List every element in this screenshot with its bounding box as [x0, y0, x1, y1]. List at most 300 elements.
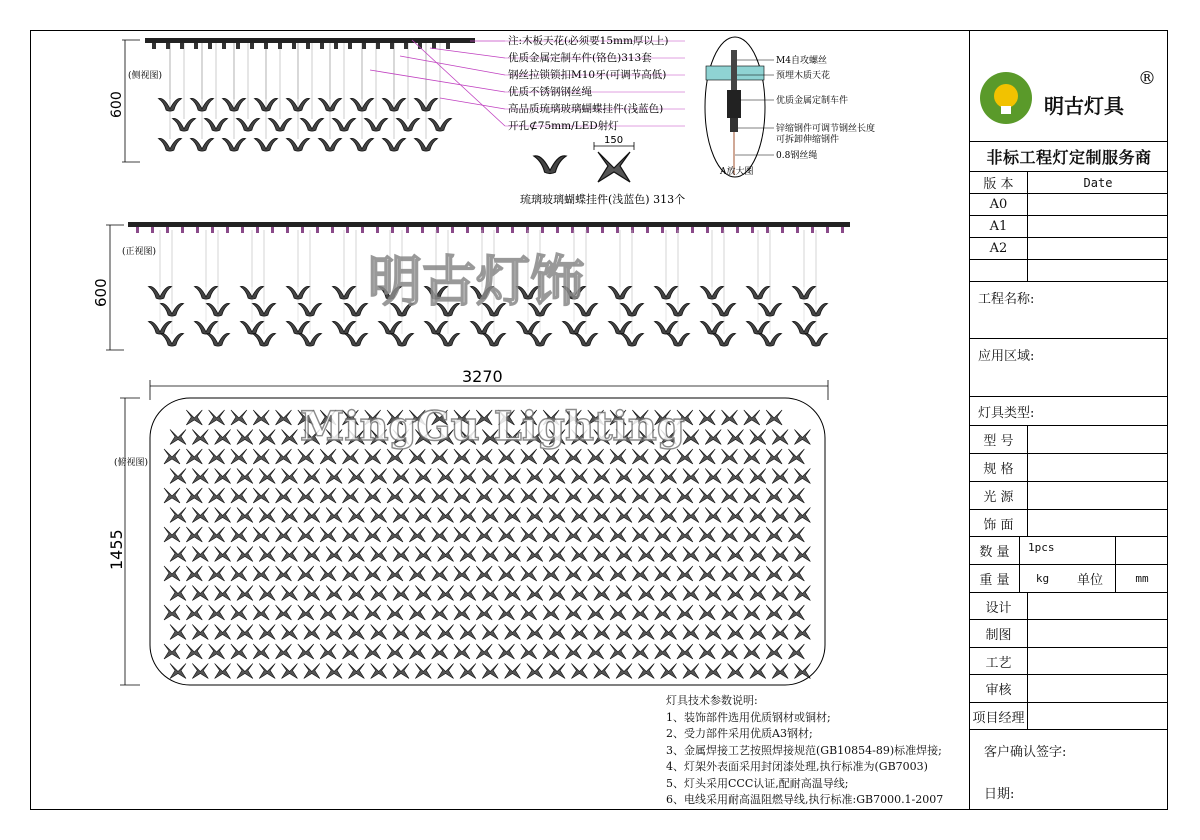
front-ceiling-plate: [128, 222, 850, 227]
finish-label: 饰 面: [970, 510, 1028, 536]
butterfly-top: [476, 644, 492, 659]
butterfly-top: [722, 449, 738, 464]
butterfly-top: [521, 527, 537, 542]
butterfly-pendant: [436, 333, 459, 346]
butterfly-top: [326, 664, 342, 679]
callout-wire: 优质不锈钢钢丝绳: [508, 86, 592, 98]
light-source-row: [970, 482, 1168, 510]
area-row: [970, 339, 1168, 397]
butterfly-top: [231, 410, 247, 425]
butterfly-top: [387, 605, 403, 620]
front-view-label: (正视图): [122, 247, 157, 257]
butterfly-top: [794, 508, 810, 523]
butterfly-top: [215, 430, 231, 445]
butterfly-top: [282, 547, 298, 562]
butterfly-top: [549, 664, 565, 679]
butterfly-top: [632, 566, 648, 581]
weight-label: 重 量: [970, 565, 1020, 592]
butterfly-top: [610, 644, 626, 659]
butterfly-top: [276, 644, 292, 659]
butterfly-top: [638, 586, 654, 601]
butterfly-top: [549, 586, 565, 601]
butterfly-top: [186, 410, 202, 425]
butterfly-top: [276, 566, 292, 581]
butterfly-top: [438, 664, 454, 679]
notes-title: 灯具技术参数说明:: [666, 694, 758, 707]
review-label: 审核: [970, 675, 1028, 702]
butterfly-top: [505, 469, 521, 484]
butterfly-top: [543, 566, 559, 581]
title-block: [969, 30, 1168, 810]
butterfly-top: [432, 566, 448, 581]
butterfly-top: [632, 488, 648, 503]
butterfly-top: [253, 605, 269, 620]
butterfly-pendant: [286, 321, 309, 334]
butterfly-top: [409, 488, 425, 503]
butterfly-top: [588, 488, 604, 503]
lamp-type-label: 灯具类型:: [978, 405, 1035, 421]
butterfly-top: [744, 566, 760, 581]
butterfly-top: [365, 644, 381, 659]
callout-hole: 开孔⊄75mm/LED射灯: [508, 120, 619, 132]
butterfly-top: [348, 586, 364, 601]
top-butterflies: [164, 410, 810, 679]
butterfly-top: [750, 430, 766, 445]
butterfly-top: [594, 625, 610, 640]
butterfly-top: [549, 547, 565, 562]
butterfly-top: [543, 644, 559, 659]
butterfly-pendant: [268, 118, 291, 131]
butterfly-top: [482, 469, 498, 484]
butterfly-pendant: [364, 118, 387, 131]
butterfly-top: [728, 664, 744, 679]
butterfly-top: [699, 527, 715, 542]
sign-row: [970, 730, 1168, 810]
butterfly-top: [616, 469, 632, 484]
butterfly-top: [387, 527, 403, 542]
butterfly-top: [454, 527, 470, 542]
butterfly-sample: [520, 135, 685, 206]
butterfly-pendant: [608, 321, 631, 334]
butterfly-top: [788, 527, 804, 542]
butterfly-top: [209, 566, 225, 581]
butterfly-top: [170, 664, 186, 679]
design-row: [970, 593, 1168, 620]
watermark-cn: 明古灯饰: [368, 250, 584, 313]
butterfly-top: [655, 488, 671, 503]
butterfly-top: [794, 586, 810, 601]
butterfly-top: [571, 586, 587, 601]
butterfly-top: [438, 469, 454, 484]
butterfly-top: [192, 547, 208, 562]
butterfly-top: [320, 488, 336, 503]
butterfly-top: [282, 586, 298, 601]
butterfly-top: [750, 469, 766, 484]
butterfly-pendant: [516, 321, 539, 334]
butterfly-top: [772, 586, 788, 601]
spec-row: [970, 454, 1168, 482]
butterfly-top: [588, 449, 604, 464]
butterfly-pendant: [758, 333, 781, 346]
butterfly-top: [371, 469, 387, 484]
butterfly-top: [683, 664, 699, 679]
butterfly-top: [454, 566, 470, 581]
butterfly-top: [460, 664, 476, 679]
butterfly-top: [788, 449, 804, 464]
butterfly-top: [705, 469, 721, 484]
butterfly-top: [788, 566, 804, 581]
butterfly-top: [521, 605, 537, 620]
butterfly-top: [772, 508, 788, 523]
butterfly-top: [348, 547, 364, 562]
butterfly-top: [460, 547, 476, 562]
butterfly-top: [253, 488, 269, 503]
butterfly-top: [527, 508, 543, 523]
butterfly-pendant: [712, 333, 735, 346]
butterfly-top: [766, 605, 782, 620]
butterfly-pendant: [350, 138, 373, 151]
butterfly-top: [594, 664, 610, 679]
butterfly-top: [365, 527, 381, 542]
butterfly-top: [432, 605, 448, 620]
callout-leader: [440, 98, 505, 109]
registered-mark: ®: [1138, 68, 1156, 89]
butterfly-pendant: [160, 333, 183, 346]
review-row: [970, 675, 1168, 703]
butterfly-top: [209, 644, 225, 659]
callout-leader: [400, 56, 505, 75]
butterfly-top: [788, 644, 804, 659]
detail-label: A放大图: [720, 167, 754, 177]
butterfly-top: [438, 547, 454, 562]
butterfly-top: [699, 605, 715, 620]
butterfly-top: [438, 625, 454, 640]
butterfly-top: [304, 625, 320, 640]
note-item: 3、金属焊接工艺按照焊接规范(GB10854-89)标准焊接;: [666, 743, 942, 757]
butterfly-top: [794, 625, 810, 640]
butterfly-top: [476, 527, 492, 542]
butterfly-top: [794, 469, 810, 484]
process-row: [970, 648, 1168, 675]
butterfly-top: [683, 508, 699, 523]
butterfly-top: [342, 449, 358, 464]
light-source-label: 光 源: [970, 482, 1028, 509]
butterfly-pendant: [792, 321, 815, 334]
butterfly-top: [728, 469, 744, 484]
butterfly-top: [744, 605, 760, 620]
butterfly-top: [170, 469, 186, 484]
butterfly-top: [365, 566, 381, 581]
butterfly-top: [164, 566, 180, 581]
butterfly-top: [304, 547, 320, 562]
butterfly-top: [571, 469, 587, 484]
callout-butterfly: 高品质琉璃玻璃蝴蝶挂件(浅蓝色): [508, 103, 664, 115]
butterfly-top: [282, 508, 298, 523]
butterfly-top: [454, 449, 470, 464]
butterfly-top: [594, 547, 610, 562]
butterfly-top: [543, 449, 559, 464]
butterfly-top: [594, 508, 610, 523]
butterfly-pendant: [424, 321, 447, 334]
butterfly-top: [661, 586, 677, 601]
butterfly-top: [505, 547, 521, 562]
butterfly-top: [794, 664, 810, 679]
butterfly-top: [571, 508, 587, 523]
version-label: 版 本: [970, 172, 1028, 193]
butterfly-top: [499, 644, 515, 659]
detail-a: [705, 37, 875, 177]
quantity-label: 数 量: [970, 537, 1020, 564]
butterfly-top: [705, 547, 721, 562]
butterfly-top: [610, 488, 626, 503]
butterfly-top: [505, 664, 521, 679]
butterfly-top: [259, 586, 275, 601]
butterfly-top: [772, 430, 788, 445]
butterfly-pendant: [666, 333, 689, 346]
butterfly-pendant: [390, 333, 413, 346]
butterfly-top: [276, 488, 292, 503]
butterfly-top: [454, 605, 470, 620]
version-header-row: [970, 172, 1168, 194]
note-item: 4、灯架外表面采用封闭漆处理,执行标准为(GB7003): [666, 760, 928, 773]
butterfly-top: [237, 430, 253, 445]
butterfly-top: [186, 644, 202, 659]
butterfly-top: [661, 508, 677, 523]
version-row: [970, 194, 1168, 216]
butterfly-top: [192, 430, 208, 445]
butterfly-top: [192, 586, 208, 601]
side-butterflies: [158, 98, 451, 151]
butterfly-top: [632, 527, 648, 542]
butterfly-top: [298, 566, 314, 581]
butterfly-top: [571, 625, 587, 640]
unit-value: mm: [1135, 572, 1149, 585]
detail-adjust: 锌缩钢件可调节钢丝长度: [776, 124, 876, 134]
butterfly-top: [186, 566, 202, 581]
butterfly-top: [282, 469, 298, 484]
butterfly-top: [192, 508, 208, 523]
butterfly-top: [588, 566, 604, 581]
butterfly-top: [744, 644, 760, 659]
butterfly-top: [365, 488, 381, 503]
butterfly-top: [616, 508, 632, 523]
project-name-label: 工程名称:: [978, 292, 1035, 307]
butterfly-top: [259, 508, 275, 523]
butterfly-pendant: [700, 321, 723, 334]
butterfly-pendant: [300, 118, 323, 131]
butterfly-top: [432, 488, 448, 503]
butterfly-top: [565, 449, 581, 464]
butterfly-top: [744, 527, 760, 542]
butterfly-top: [298, 605, 314, 620]
callout-lock: 钢丝拉锁锁扣M10牙(可调节高低): [508, 69, 667, 81]
butterfly-top: [231, 527, 247, 542]
butterfly-top: [415, 469, 431, 484]
butterfly-top: [661, 625, 677, 640]
butterfly-top: [610, 449, 626, 464]
butterfly-top: [750, 664, 766, 679]
butterfly-top: [409, 566, 425, 581]
butterfly-top: [610, 566, 626, 581]
pm-row: [970, 703, 1168, 730]
butterfly-top: [521, 566, 537, 581]
version-row: [970, 260, 1168, 282]
butterfly-top: [387, 449, 403, 464]
butterfly-top: [454, 644, 470, 659]
version-a0: A0: [970, 194, 1028, 215]
butterfly-pendant: [206, 333, 229, 346]
butterfly-top: [610, 605, 626, 620]
butterfly-top: [253, 644, 269, 659]
butterfly-top: [699, 449, 715, 464]
butterfly-top: [409, 644, 425, 659]
butterfly-top: [594, 469, 610, 484]
butterfly-pendant: [470, 321, 493, 334]
butterfly-pendant: [190, 138, 213, 151]
top-view-label: (俯视图): [114, 458, 149, 468]
butterfly-top: [565, 566, 581, 581]
butterfly-top: [728, 430, 744, 445]
butterfly-top: [677, 605, 693, 620]
butterfly-top: [371, 508, 387, 523]
butterfly-pendant: [332, 321, 355, 334]
butterfly-top: [170, 547, 186, 562]
bulb-logo-icon: [978, 70, 1034, 126]
callout-metal-part: 优质金属定制车件(铬色)313套: [508, 52, 652, 64]
butterfly-top: [699, 488, 715, 503]
butterfly-top: [722, 410, 738, 425]
project-name-row: [970, 282, 1168, 339]
butterfly-pendant: [332, 118, 355, 131]
butterfly-side-icon: [534, 156, 566, 174]
logo-row: [970, 30, 1168, 142]
butterfly-top: [588, 644, 604, 659]
butterfly-top: [638, 625, 654, 640]
butterfly-top: [393, 664, 409, 679]
butterfly-top: [766, 410, 782, 425]
butterfly-top: [788, 488, 804, 503]
butterfly-top: [164, 644, 180, 659]
butterfly-top: [415, 586, 431, 601]
butterfly-top: [231, 488, 247, 503]
length-dim: 3270: [462, 367, 503, 386]
butterfly-top: [415, 508, 431, 523]
butterfly-top: [371, 547, 387, 562]
butterfly-pendant: [194, 321, 217, 334]
butterfly-pendant: [240, 321, 263, 334]
butterfly-top: [237, 664, 253, 679]
butterfly-top: [326, 508, 342, 523]
butterfly-top: [409, 527, 425, 542]
butterfly-top: [638, 664, 654, 679]
butterfly-top: [460, 625, 476, 640]
butterfly-top: [164, 527, 180, 542]
butterfly-top: [326, 469, 342, 484]
lamp-type-row: [970, 397, 1168, 426]
butterfly-top: [215, 508, 231, 523]
butterfly-top: [499, 449, 515, 464]
butterfly-top: [253, 449, 269, 464]
butterfly-top: [499, 527, 515, 542]
callout-leader: [430, 48, 505, 58]
butterfly-top: [788, 605, 804, 620]
side-view-label: (侧视图): [128, 71, 163, 81]
butterfly-top: [432, 449, 448, 464]
butterfly-top: [215, 586, 231, 601]
butterfly-top: [661, 469, 677, 484]
butterfly-pendant: [804, 333, 827, 346]
butterfly-pendant: [148, 321, 171, 334]
butterfly-top: [705, 430, 721, 445]
butterfly-top: [326, 586, 342, 601]
butterfly-top: [164, 605, 180, 620]
butterfly-pendant: [482, 333, 505, 346]
butterfly-top: [683, 625, 699, 640]
butterfly-top: [699, 410, 715, 425]
butterfly-top: [342, 527, 358, 542]
butterfly-top: [326, 547, 342, 562]
brand-name: 明古灯具: [1044, 94, 1124, 118]
butterfly-top: [348, 625, 364, 640]
area-label: 应用区域:: [978, 349, 1035, 364]
butterfly-top: [616, 586, 632, 601]
butterfly-top: [683, 430, 699, 445]
butterfly-top: [253, 527, 269, 542]
callout-leader: [370, 70, 505, 92]
butterfly-top: [571, 547, 587, 562]
weight-row: [970, 565, 1168, 593]
butterfly-top: [304, 508, 320, 523]
butterfly-top: [744, 410, 760, 425]
butterfly-top: [326, 625, 342, 640]
butterfly-top: [527, 586, 543, 601]
butterfly-top: [722, 605, 738, 620]
butterfly-top: [772, 625, 788, 640]
note-item: 5、灯头采用CCC认证,配耐高温导线;: [666, 776, 849, 790]
butterfly-top: [766, 527, 782, 542]
butterfly-top: [237, 508, 253, 523]
butterfly-top: [282, 664, 298, 679]
butterfly-top: [304, 664, 320, 679]
butterfly-top: [415, 547, 431, 562]
butterfly-top: [499, 605, 515, 620]
butterfly-top: [677, 449, 693, 464]
finish-row: [970, 510, 1168, 537]
butterfly-top: [432, 644, 448, 659]
butterfly-top: [728, 625, 744, 640]
butterfly-top: [722, 488, 738, 503]
butterfly-top: [170, 430, 186, 445]
butterfly-top: [304, 586, 320, 601]
detail-wire: 0.8钢丝绳: [776, 151, 818, 161]
butterfly-top: [170, 508, 186, 523]
butterfly-top: [409, 449, 425, 464]
butterfly-top: [616, 547, 632, 562]
detail-metal-part: 优质金属定制车件: [776, 96, 849, 106]
butterfly-top: [794, 547, 810, 562]
process-label: 工艺: [970, 648, 1028, 674]
butterfly-top: [282, 430, 298, 445]
butterfly-top: [209, 527, 225, 542]
butterfly-pendant: [158, 138, 181, 151]
version-a2: A2: [970, 238, 1028, 259]
butterfly-pendant: [252, 333, 275, 346]
butterfly-top: [728, 586, 744, 601]
butterfly-top: [632, 605, 648, 620]
butterfly-top: [655, 449, 671, 464]
butterfly-top: [387, 488, 403, 503]
butterfly-pendant: [236, 118, 259, 131]
